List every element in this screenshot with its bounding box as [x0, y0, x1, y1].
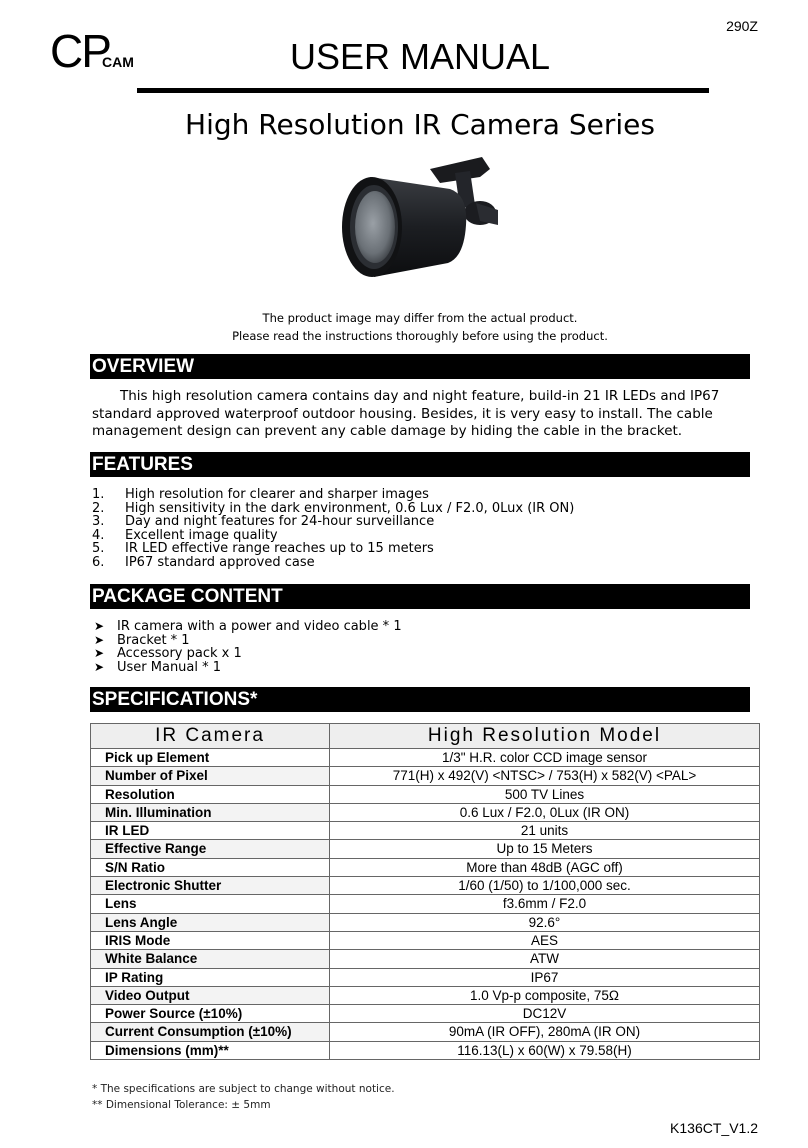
page-title: USER MANUAL	[289, 36, 551, 77]
feature-item: 5. IR LED effective range reaches up to 15 meters	[92, 541, 434, 557]
spec-value: 0.6 Lux / F2.0, 0Lux (IR ON)	[330, 803, 760, 821]
notice-line: Please read the instructions thoroughly before using the product.	[232, 329, 608, 343]
spec-label: Dimensions (mm)**	[91, 1041, 330, 1059]
table-row	[91, 840, 760, 858]
table-row	[91, 913, 760, 931]
spec-label: S/N Ratio	[91, 858, 330, 876]
spec-label: Video Output	[91, 986, 330, 1004]
spec-value: 21 units	[330, 822, 760, 840]
table-row	[91, 895, 760, 913]
spec-label: Number of Pixel	[91, 767, 330, 785]
spec-value: More than 48dB (AGC off)	[330, 858, 760, 876]
spec-value: ATW	[330, 950, 760, 968]
package-list	[92, 620, 402, 674]
spec-label: IR LED	[91, 822, 330, 840]
overview-text	[92, 388, 732, 441]
table-row	[91, 749, 760, 767]
camera-product-image	[330, 155, 515, 295]
title-divider	[137, 88, 709, 93]
arrow-bullet-icon: ➤	[94, 619, 105, 633]
package-heading: PACKAGE CONTENT	[90, 584, 750, 609]
document-version: K136CT_V1.2	[670, 1120, 758, 1136]
table-header-row	[91, 724, 760, 749]
specifications-table	[90, 723, 760, 1060]
feature-item: 2. High sensitivity in the dark environment, 0.6 Lux / F2.0, 0Lux (IR ON)	[92, 500, 575, 516]
spec-value: IP67	[330, 968, 760, 986]
package-item: ➤ IR camera with a power and video cable * 1	[94, 619, 402, 634]
spec-label: Pick up Element	[91, 749, 330, 767]
spec-label: Min. Illumination	[91, 803, 330, 821]
spec-label: Resolution	[91, 785, 330, 803]
spec-value: 500 TV Lines	[330, 785, 760, 803]
arrow-bullet-icon: ➤	[94, 659, 105, 674]
table-row	[91, 986, 760, 1004]
spec-label: White Balance	[91, 950, 330, 968]
table-row	[91, 1023, 760, 1041]
table-row	[91, 1005, 760, 1023]
features-list	[92, 488, 574, 570]
spec-value: 1/60 (1/50) to 1/100,000 sec.	[330, 877, 760, 895]
spec-value: 771(H) x 492(V) <NTSC> / 753(H) x 582(V) <PAL>	[330, 767, 760, 785]
package-item: ➤ User Manual * 1	[94, 659, 222, 675]
logo-sub: CAM	[102, 54, 134, 70]
spec-label: Power Source (±10%)	[91, 1005, 330, 1023]
table-row	[91, 785, 760, 803]
table-body	[91, 749, 760, 1060]
package-item: ➤ Bracket * 1	[94, 632, 190, 648]
overview-paragraph: This high resolution camera contains day and night feature, build-in 21 IR LEDs and IP67 standard approved waterproof outdoor housing. Besides, it is very easy to install. The cable management design can prevent any cable damage by hiding the cable in the bracket.	[92, 388, 720, 439]
logo-main: CP	[50, 25, 110, 77]
spec-value: 1.0 Vp-p composite, 75Ω	[330, 986, 760, 1004]
specifications-heading: SPECIFICATIONS*	[90, 687, 750, 712]
spec-value: 1/3" H.R. color CCD image sensor	[330, 749, 760, 767]
feature-item: 3. Day and night features for 24-hour surveillance	[92, 514, 435, 530]
spec-value: AES	[330, 931, 760, 949]
table-row	[91, 877, 760, 895]
table-row	[91, 1041, 760, 1059]
table-row	[91, 822, 760, 840]
table-row	[91, 950, 760, 968]
spec-label: Electronic Shutter	[91, 877, 330, 895]
spec-value: f3.6mm / F2.0	[330, 895, 760, 913]
spec-label: Effective Range	[91, 840, 330, 858]
spec-value: 92.6°	[330, 913, 760, 931]
arrow-bullet-icon: ➤	[94, 646, 105, 661]
column-header: IR Camera	[91, 724, 330, 749]
table-row	[91, 767, 760, 785]
package-item: ➤ Accessory pack x 1	[94, 646, 242, 662]
features-heading: FEATURES	[90, 452, 750, 477]
table-row	[91, 968, 760, 986]
spec-label: Current Consumption (±10%)	[91, 1023, 330, 1041]
page-subtitle: High Resolution IR Camera Series	[185, 108, 655, 141]
spec-value: 90mA (IR OFF), 280mA (IR ON)	[330, 1023, 760, 1041]
feature-item: 1. High resolution for clearer and sharper images	[92, 487, 429, 502]
spec-value: 116.13(L) x 60(W) x 79.58(H)	[330, 1041, 760, 1059]
spec-note: * The specifications are subject to change without notice.	[92, 1083, 395, 1095]
product-notice	[0, 309, 808, 345]
spec-label: IRIS Mode	[91, 931, 330, 949]
document-code: 290Z	[726, 18, 758, 34]
feature-item: 4. Excellent image quality	[92, 527, 278, 543]
notice-line: The product image may differ from the actual product.	[262, 311, 578, 325]
spec-value: Up to 15 Meters	[330, 840, 760, 858]
feature-item: 6. IP67 standard approved case	[92, 554, 315, 570]
overview-heading: OVERVIEW	[90, 354, 750, 379]
table-row	[91, 803, 760, 821]
spec-label: Lens	[91, 895, 330, 913]
table-row	[91, 931, 760, 949]
spec-label: Lens Angle	[91, 913, 330, 931]
column-header: High Resolution Model	[330, 724, 760, 749]
tolerance-note: ** Dimensional Tolerance: ± 5mm	[92, 1099, 271, 1111]
table-row	[91, 858, 760, 876]
spec-value: DC12V	[330, 1005, 760, 1023]
spec-label: IP Rating	[91, 968, 330, 986]
arrow-bullet-icon: ➤	[94, 632, 105, 647]
